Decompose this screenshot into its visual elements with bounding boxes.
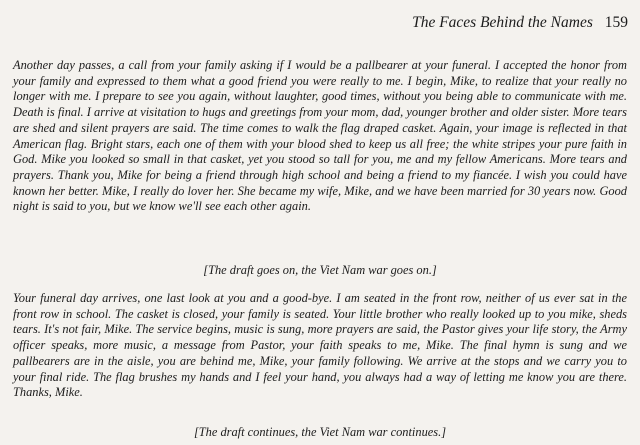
paragraph-funeral-day: Your funeral day arrives, one last look at you and a good-bye. I am seated in the front row, neither of us ever sat in the front row in school. The casket is closed, your family is seated. Your little brother who really looked up to you mike, sheds tears. It's not fair, Mike. The service begins, music is sung, more prayers are said, the Pastor gives your life story, the Army officer speaks, more music, a message from Pastor, your faith speaks to me, Mike. The final hymn is sung and we pallbearers are in the aisle, you are behind me, Mike, your family following. We arrive at the stops and we carry you to your final ride. The flag brushes my hands and I feel your hand, you always had a way of letting me know you are there. Thanks, Mike. (13, 291, 627, 400)
running-head (412, 14, 628, 32)
interlude-draft-goes-on: [The draft goes on, the Viet Nam war goes on.] (203, 263, 437, 277)
interlude-draft-continues: [The draft continues, the Viet Nam war continues.] (193, 425, 447, 439)
running-head-title: The Faces Behind the Names (412, 14, 593, 31)
paragraph-pallbearer-call: Another day passes, a call from your family asking if I would be a pallbearer at your funeral. I accepted the honor from your family and expressed to them what a good friend you were really to me. I begin, Mike, to realize that your really no longer with me. I prepare to see you again, without laughter, good times, without you being able to communicate with me. Death is final. I arrive at visitation to hugs and greetings from your mom, dad, younger brother and older sister. More tears are shed and silent prayers are said. The time comes to walk the flag draped casket. Again, your image is reflected in that American flag. Bright stars, each one of them with your blood shed to keep us all free; the white stripes your pure faith in God. Mike you looked so small in that casket, yet you stood so tall for you, me and my fellow Americans. More tears and prayers. Thank you, Mike for being a friend through high school and being a friend to my fiancée. I wish you could have known her better. Mike, I really do lover her. She became my wife, Mike, and we have been married for 30 years now. Good night is said to you, but we know we'll see each other again. (13, 58, 627, 214)
page-number: 159 (604, 14, 628, 31)
